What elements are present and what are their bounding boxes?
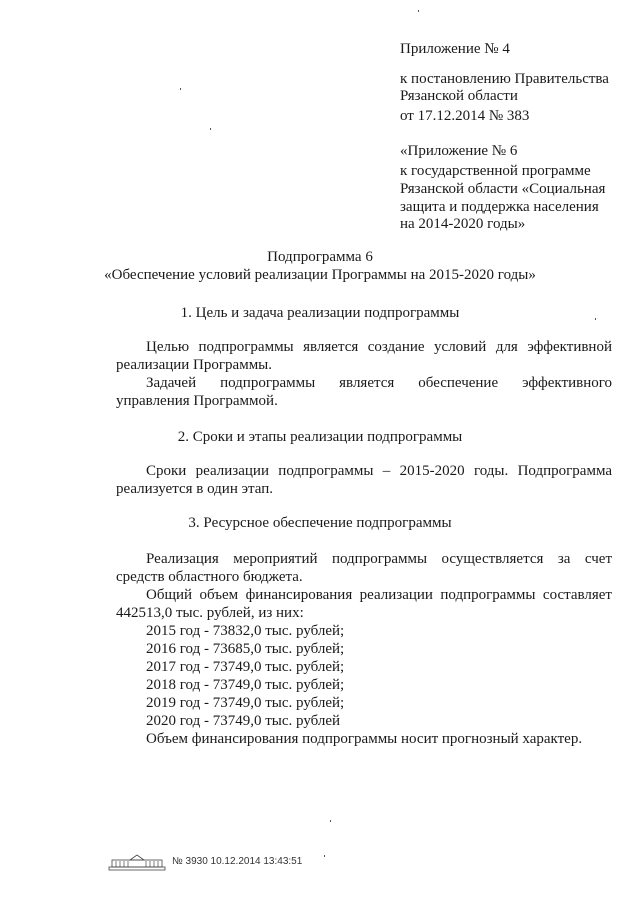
scan-speck <box>418 10 419 12</box>
section-1-task-line1: Задачей подпрограммы является обеспечение эффективного <box>146 375 612 391</box>
decree-date-number: от 17.12.2014 № 383 <box>400 108 530 124</box>
section-3-total-line2: 442513,0 тыс. рублей, из них: <box>116 605 304 621</box>
section-3-funding-source-line2: средств областного бюджета. <box>116 569 303 585</box>
funding-year-item: 2017 год - 73749,0 тыс. рублей; <box>146 659 345 675</box>
section-1-goal-line1: Целью подпрограммы является создание условий для эффективной <box>146 339 612 355</box>
funding-year-item: 2016 год - 73685,0 тыс. рублей; <box>146 641 345 657</box>
scan-speck <box>330 820 331 822</box>
scan-speck <box>595 318 596 320</box>
scan-speck <box>180 88 181 90</box>
section-3-heading: 3. Ресурсное обеспечение подпрограммы <box>188 515 452 531</box>
section-3-total-line1: Общий объем финансирования реализации подпрограммы составляет <box>146 587 612 603</box>
section-3-closing-note: Объем финансирования подпрограммы носит прогнозный характер. <box>146 731 583 747</box>
section-3-funding-source-line1: Реализация мероприятий подпрограммы осуществляется за счет <box>146 551 612 567</box>
registration-stamp: № 3930 10.12.2014 13:43:51 <box>172 856 303 867</box>
section-2-heading: 2. Сроки и этапы реализации подпрограммы <box>177 429 463 445</box>
section-2-terms-line1: Сроки реализации подпрограммы – 2015-2020 годы. Подпрограмма <box>146 463 612 479</box>
scan-speck <box>324 855 325 857</box>
funding-year-item: 2018 год - 73749,0 тыс. рублей; <box>146 677 345 693</box>
subprogram-subtitle: «Обеспечение условий реализации Программы на 2015-2020 годы» <box>104 267 536 283</box>
decree-reference-line2: Рязанской области <box>400 88 518 104</box>
scan-speck <box>210 128 211 130</box>
section-1-goal-line2: реализации Программы. <box>116 357 273 373</box>
government-building-stamp-icon <box>108 853 166 871</box>
funding-year-item: 2019 год - 73749,0 тыс. рублей; <box>146 695 345 711</box>
subprogram-title: Подпрограмма 6 <box>267 249 373 265</box>
section-2-terms-line2: реализуется в один этап. <box>116 481 274 497</box>
appendix-number: Приложение № 4 <box>400 41 510 57</box>
funding-year-item: 2015 год - 73832,0 тыс. рублей; <box>146 623 345 639</box>
section-1-heading: 1. Цель и задача реализации подпрограммы <box>180 305 460 321</box>
funding-year-item: 2020 год - 73749,0 тыс. рублей <box>146 713 341 729</box>
program-appendix-number: «Приложение № 6 <box>400 143 518 159</box>
program-reference-line2: Рязанской области «Социальная <box>400 181 606 197</box>
section-1-task-line2: управления Программой. <box>116 393 278 409</box>
program-reference-line4: на 2014-2020 годы» <box>400 216 526 232</box>
program-reference-line3: защита и поддержка населения <box>400 199 599 215</box>
decree-reference-line1: к постановлению Правительства <box>400 71 609 87</box>
program-reference-line1: к государственной программе <box>400 163 591 179</box>
